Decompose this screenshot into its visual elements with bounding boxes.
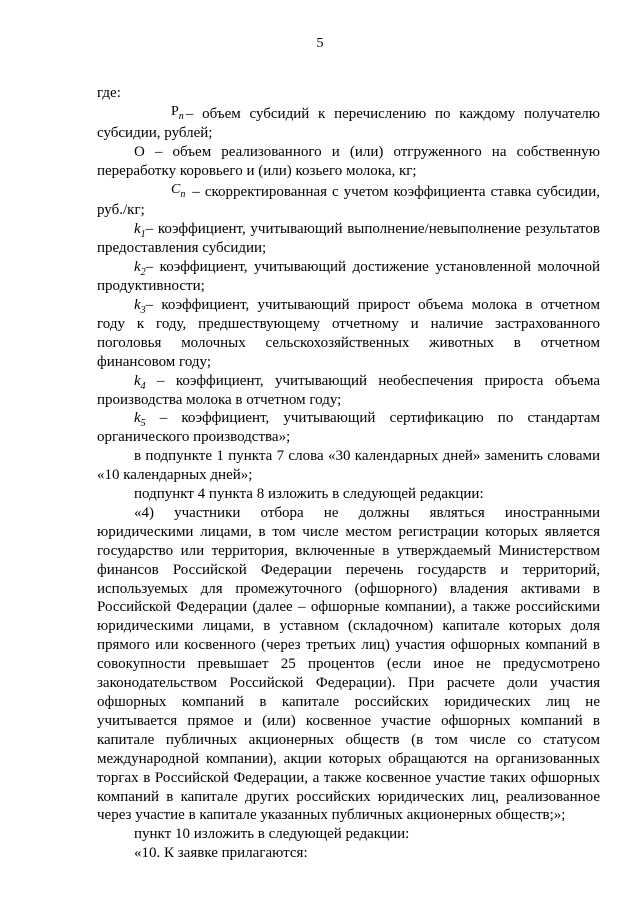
paragraph-item-7: в подпункте 1 пункта 7 слова «30 календарных дней» заменить словами «10 календарных дней»; (97, 448, 600, 484)
definition-cn (97, 181, 600, 221)
paragraph-item-10-start: «10. К заявке прилагаются: (134, 845, 308, 862)
definition-k2 (97, 258, 600, 296)
definition-k3 (97, 296, 600, 372)
definition-text: – объем реализованного и (или) отгруженного на собственную переработку коровьего и (или) козьего молока, кг; (97, 143, 600, 179)
definition-o (97, 143, 600, 181)
where-label: где: (97, 85, 121, 101)
definition-k4 (97, 372, 600, 410)
symbol-k1: $k_1$ (134, 221, 146, 241)
definition-text: – коэффициент, учитывающий сертификацию по стандартам органического производства»; (97, 410, 600, 446)
definition-text: – скорректированная с учетом коэффициента ставка субсидии, руб./кг; (97, 183, 600, 219)
definition-text: – коэффициент, учитывающий необеспечения прироста объема производства молока в отчетном году; (97, 372, 600, 408)
page-number: 5 (316, 36, 324, 51)
symbol-k4: $k_4$ (134, 372, 146, 392)
symbol-k3: $k_3$ (134, 296, 146, 316)
document-body (97, 84, 600, 863)
paragraph-offshore: «4) участники отбора не должны являться иностранными юридическими лицами, в том числе местом регистрации которых является государство или территория, включенные в утверждаемый Министерством финансов Российской Федерации перечень государств и территорий, используемых для промежуточного (офшорного) владения активами в Российской Федерации (далее – офшорные компании), а также российскими юридическими лицами, в уставном (складочном) капитале которых доля прямого или косвенного (через третьих лиц) участия офшорных компаний в совокупности превышает 25 процентов (если иное не предусмотрено законодательством Российской Федерации). При расчете доли участия офшорных компаний в капитале российских юридических лиц не учитывается прямое и (или) косвенное участие офшорных компаний в капитале публичных акционерных обществ (в том числе со статусом международной компании), акции которых обращаются на организованных торгах в Российской Федерации, а также косвенное участие таких офшорных компаний в капитале других российских юридических лиц, реализованное через участие в капитале указанных публичных акционерных обществ;»; (97, 504, 600, 824)
symbol-k2: $k_2$ (134, 259, 146, 279)
definition-text: – коэффициент, учитывающий прирост объема молока в отчетном году к году, предшествующему отчетному и наличие застрахованного поголовья молочных сельскохозяйственных животных в отчетном финансовом году; (97, 296, 600, 370)
definition-text: – коэффициент, учитывающий достижение установленной молочной продуктивности; (97, 259, 600, 295)
symbol-o: О (134, 143, 145, 160)
paragraph-item-10-intro: пункт 10 изложить в следующей редакции: (134, 826, 410, 843)
symbol-k5: $k_5$ (134, 410, 146, 430)
definition-text: – объем субсидий к перечислению по каждому получателю субсидии, рублей; (97, 105, 600, 141)
paragraph-item-8-intro: подпункт 4 пункта 8 изложить в следующей редакции: (134, 486, 484, 503)
definition-pn (97, 103, 600, 143)
definition-k5 (97, 409, 600, 447)
symbol-cn: $C_n$ (171, 181, 186, 200)
definition-text: – коэффициент, учитывающий выполнение/невыполнение результатов предоставления субсидии; (97, 221, 600, 257)
definition-k1 (97, 220, 600, 258)
symbol-pn: $P_n$ (171, 103, 184, 122)
